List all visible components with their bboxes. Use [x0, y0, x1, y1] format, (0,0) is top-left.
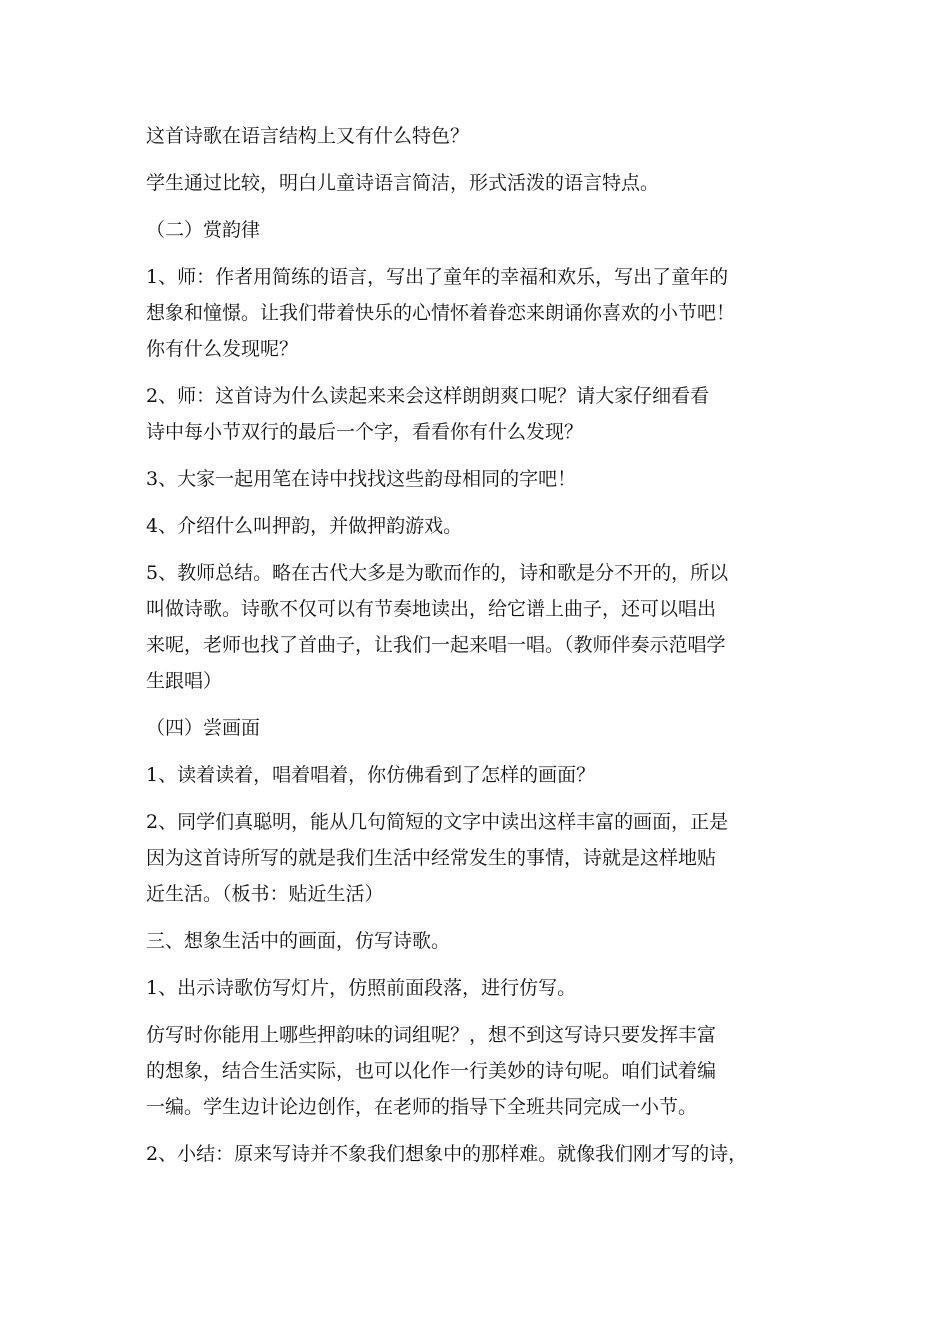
- text-line: 仿写时你能用上哪些押韵味的词组呢？，想不到这写诗只要发挥丰富: [146, 1024, 717, 1046]
- text-line: 4、介绍什么叫押韵，并做押韵游戏。: [146, 515, 463, 537]
- paragraph-14: [146, 1017, 814, 1125]
- text-line: （四）尝画面: [146, 717, 261, 739]
- text-line: 3、大家一起用笔在诗中找找这些韵母相同的字吧！: [146, 468, 577, 490]
- text-line: 2、师：这首诗为什么读起来来会这样朗朗爽口呢？请大家仔细看看: [146, 385, 710, 407]
- paragraph-7: [146, 508, 814, 544]
- text-line: 这首诗歌在语言结构上又有什么特色？: [146, 125, 470, 147]
- text-line: 三、想象生活中的画面，仿写诗歌。: [146, 930, 451, 952]
- text-line: 近生活。（板书：贴近生活）: [146, 883, 384, 905]
- paragraph-2: [146, 165, 814, 201]
- text-line: 2、同学们真聪明，能从几句简短的文字中读出这样丰富的画面，正是: [146, 811, 729, 833]
- text-line: （二）赏韵律: [146, 219, 261, 241]
- text-line: 一编。学生边计论边创作，在老师的指导下全班共同完成一小节。: [146, 1096, 698, 1118]
- text-line: 来呢，老师也找了首曲子，让我们一起来唱一唱。（教师伴奏示范唱学: [146, 634, 726, 656]
- text-line: 生跟唱）: [146, 670, 223, 692]
- paragraph-10: [146, 757, 814, 793]
- text-line: 的想象，结合生活实际，也可以化作一行美妙的诗句呢。咱们试着编: [146, 1060, 717, 1082]
- text-line: 1、出示诗歌仿写灯片，仿照前面段落，进行仿写。: [146, 977, 577, 999]
- section-heading-rhythm: [146, 212, 814, 248]
- paragraph-4: [146, 259, 814, 367]
- text-line: 1、师：作者用简练的语言，写出了童年的幸福和欢乐，写出了童年的: [146, 266, 729, 288]
- paragraph-13: [146, 970, 814, 1006]
- paragraph-6: [146, 461, 814, 497]
- text-line: 诗中每小节双行的最后一个字，看看你有什么发现？: [146, 421, 584, 443]
- section-heading-imitation: [146, 923, 814, 959]
- text-line: 因为这首诗所写的就是我们生活中经常发生的事情，诗就是这样地贴: [146, 847, 717, 869]
- paragraph-1: [146, 118, 814, 154]
- text-line: 叫做诗歌。诗歌不仅可以有节奏地读出，给它谱上曲子，还可以唱出: [146, 598, 717, 620]
- document-page: [146, 118, 814, 1183]
- text-line: 想象和憧憬。让我们带着快乐的心情怀着眷恋来朗诵你喜欢的小节吧！: [146, 302, 736, 324]
- paragraph-11: [146, 804, 814, 912]
- paragraph-5: [146, 378, 814, 450]
- paragraph-8: [146, 555, 814, 699]
- text-line: 2、小结：原来写诗并不象我们想象中的那样难。就像我们刚才写的诗，: [146, 1143, 748, 1165]
- paragraph-15: [146, 1136, 814, 1172]
- text-line: 5、教师总结。略在古代大多是为歌而作的，诗和歌是分不开的，所以: [146, 562, 729, 584]
- text-line: 1、读着读着，唱着唱着，你仿佛看到了怎样的画面？: [146, 764, 596, 786]
- text-line: 学生通过比较，明白儿童诗语言简洁，形式活泼的语言特点。: [146, 172, 660, 194]
- text-line: 你有什么发现呢？: [146, 338, 299, 360]
- section-heading-picture: [146, 710, 814, 746]
